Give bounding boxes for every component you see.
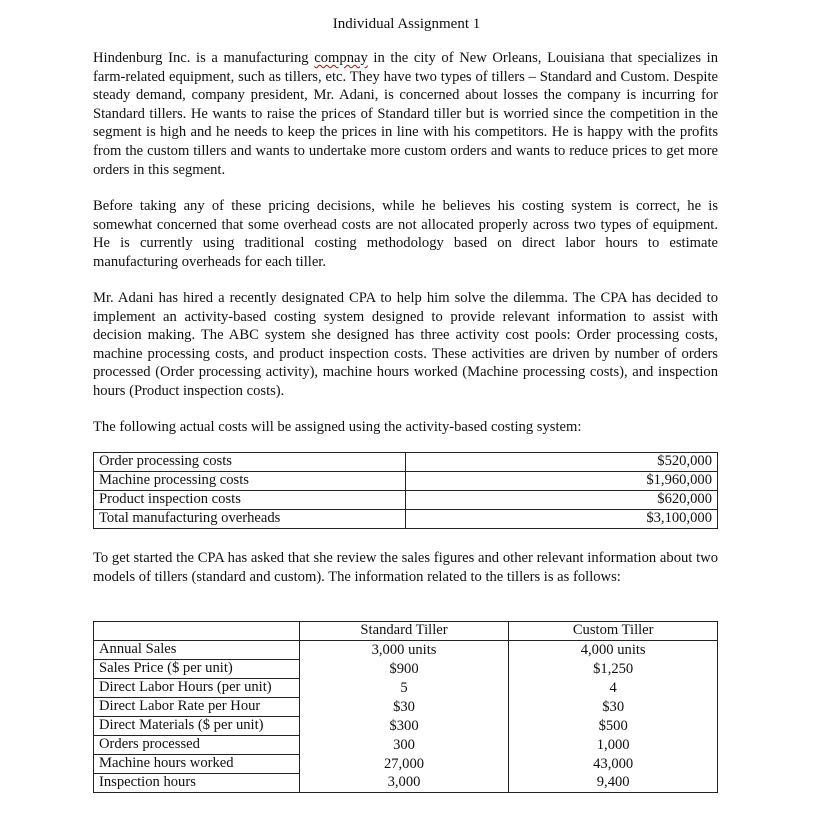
paragraph-tiller-info-intro: To get started the CPA has asked that she review the sales figures and other relevant information about two models of tillers (standard and custom). The information related to the tillers is as follows: — [93, 550, 718, 585]
standard-value: 3,000 — [299, 774, 509, 793]
table-row — [94, 491, 718, 510]
standard-value: $30 — [299, 698, 509, 717]
cost-label: Product inspection costs — [94, 491, 406, 510]
cost-amount: $520,000 — [405, 453, 717, 472]
document-title: Individual Assignment 1 — [332, 16, 481, 32]
header-blank-cell — [94, 622, 300, 641]
row-label: Direct Labor Rate per Hour — [94, 698, 300, 717]
row-label: Machine hours worked — [94, 755, 300, 774]
row-label: Direct Materials ($ per unit) — [94, 717, 300, 736]
cost-label: Order processing costs — [94, 453, 406, 472]
row-label: Sales Price ($ per unit) — [94, 660, 300, 679]
standard-value: $900 — [299, 660, 509, 679]
row-label: Orders processed — [94, 736, 300, 755]
cost-label: Total manufacturing overheads — [94, 510, 406, 529]
table-row — [94, 736, 718, 755]
table-row — [94, 698, 718, 717]
custom-value: 4,000 units — [509, 641, 718, 660]
table-row — [94, 453, 718, 472]
table-header-row — [94, 622, 718, 641]
standard-value: 300 — [299, 736, 509, 755]
table-row — [94, 774, 718, 793]
overhead-cost-table — [93, 452, 718, 529]
table-row — [94, 641, 718, 660]
standard-value: 27,000 — [299, 755, 509, 774]
custom-value: $1,250 — [509, 660, 718, 679]
cost-amount: $1,960,000 — [405, 472, 717, 491]
header-custom-tiller: Custom Tiller — [509, 622, 718, 641]
standard-value: 3,000 units — [299, 641, 509, 660]
custom-value: 1,000 — [509, 736, 718, 755]
standard-value: 5 — [299, 679, 509, 698]
custom-value: $30 — [509, 698, 718, 717]
table-row — [94, 755, 718, 774]
cost-label: Machine processing costs — [94, 472, 406, 491]
intro-text-start: Hindenburg Inc. is a manufacturing — [93, 50, 315, 66]
tiller-info-table — [93, 621, 718, 793]
cost-amount: $3,100,000 — [405, 510, 717, 529]
cost-amount: $620,000 — [405, 491, 717, 510]
row-label: Direct Labor Hours (per unit) — [94, 679, 300, 698]
table-row — [94, 679, 718, 698]
misspelled-word: compnay — [314, 50, 368, 66]
custom-value: 9,400 — [509, 774, 718, 793]
table-row — [94, 472, 718, 491]
paragraph-intro — [93, 49, 718, 179]
paragraph-cpa-abc: Mr. Adani has hired a recently designated CPA to help him solve the dilemma. The CPA has decided to implement an activity-based costing system designed to provide relevant information to assist with decision making. The ABC system she designed has three activity cost pools: Order processing costs, machine processing costs, and product inspection costs. These activities are driven by number of orders processed (Order processing activity), machine hours worked (Machine processing costs), and inspection hours (Product inspection costs). — [93, 290, 718, 399]
table-row — [94, 717, 718, 736]
custom-value: 43,000 — [509, 755, 718, 774]
header-standard-tiller: Standard Tiller — [299, 622, 509, 641]
row-label: Annual Sales — [94, 641, 300, 660]
paragraph-actual-costs-intro: The following actual costs will be assigned using the activity-based costing system: — [93, 419, 582, 435]
intro-text-end: in the city of New Orleans, Louisiana that specializes in farm-related equipment, such as tillers, etc. They have two types of tillers – Standard and Custom. Despite steady demand, company president, Mr. Adani, is concerned about losses the company is incurring for Standard tillers. He wants to raise the prices of Standard tiller but is worried since the competition in the segment is high and he needs to keep the prices in line with his competitors. He is happy with the profits from the custom tillers and wants to undertake more custom orders and wants to reduce prices to get more orders in this segment. — [93, 50, 718, 178]
custom-value: $500 — [509, 717, 718, 736]
paragraph-costing-concern: Before taking any of these pricing decisions, while he believes his costing system is correct, he is somewhat concerned that some overhead costs are not allocated properly across two types of equipment. He is currently using traditional costing methodology based on direct labor hours to estimate manufacturing overheads for each tiller. — [93, 198, 718, 270]
custom-value: 4 — [509, 679, 718, 698]
table-row — [94, 510, 718, 529]
standard-value: $300 — [299, 717, 509, 736]
row-label: Inspection hours — [94, 774, 300, 793]
table-row — [94, 660, 718, 679]
